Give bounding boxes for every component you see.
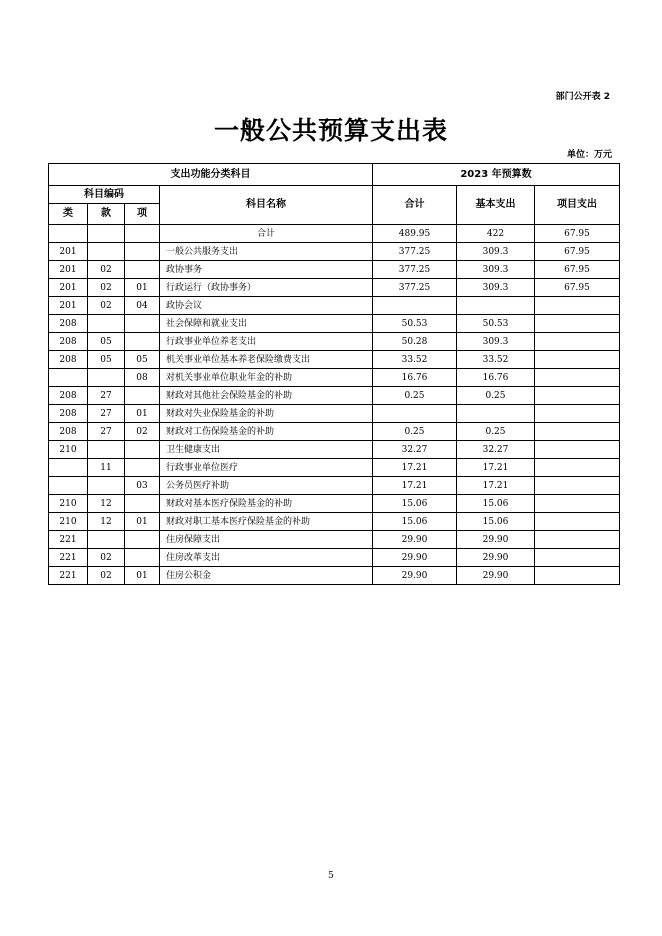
cell-xiang: 04 [125,297,160,315]
table-row [49,261,620,279]
cell-xiang: 05 [125,351,160,369]
column-header-kuan: 款 [88,204,125,225]
cell-total: 32.27 [373,441,457,459]
cell-lei: 221 [49,549,88,567]
cell-total: 33.52 [373,351,457,369]
cell-kuan: 05 [88,333,125,351]
cell-lei: 208 [49,315,88,333]
cell-project [535,315,620,333]
cell-name: 财政对其他社会保险基金的补助 [160,387,373,405]
cell-lei [49,369,88,387]
cell-name: 卫生健康支出 [160,441,373,459]
cell-xiang [125,387,160,405]
cell-project [535,351,620,369]
cell-kuan: 27 [88,423,125,441]
cell-project [535,441,620,459]
cell-name: 合计 [160,225,373,243]
cell-name: 财政对工伤保险基金的补助 [160,423,373,441]
cell-lei [49,225,88,243]
cell-basic: 50.53 [457,315,535,333]
cell-lei: 221 [49,567,88,585]
cell-project [535,459,620,477]
cell-xiang [125,261,160,279]
table-row [49,567,620,585]
cell-total: 29.90 [373,531,457,549]
cell-xiang [125,315,160,333]
cell-lei: 208 [49,423,88,441]
cell-xiang: 01 [125,567,160,585]
table-row [49,459,620,477]
cell-project: 67.95 [535,261,620,279]
cell-total: 15.06 [373,495,457,513]
table-row [49,441,620,459]
cell-xiang: 01 [125,405,160,423]
cell-basic: 422 [457,225,535,243]
cell-total: 0.25 [373,423,457,441]
cell-kuan [88,531,125,549]
table-row [49,423,620,441]
table-row [49,387,620,405]
cell-total: 50.28 [373,333,457,351]
table-row [49,315,620,333]
cell-name: 住房公积金 [160,567,373,585]
cell-name: 行政事业单位养老支出 [160,333,373,351]
cell-basic: 0.25 [457,423,535,441]
cell-total: 15.06 [373,513,457,531]
budget-table [48,163,620,585]
cell-lei: 208 [49,351,88,369]
cell-total: 29.90 [373,549,457,567]
table-row [49,225,620,243]
cell-name: 住房保障支出 [160,531,373,549]
cell-xiang: 01 [125,279,160,297]
cell-total: 377.25 [373,243,457,261]
cell-lei: 210 [49,441,88,459]
cell-basic: 15.06 [457,495,535,513]
cell-project [535,549,620,567]
cell-project [535,369,620,387]
cell-name: 政协会议 [160,297,373,315]
cell-name: 一般公共服务支出 [160,243,373,261]
cell-kuan: 27 [88,405,125,423]
cell-kuan [88,243,125,261]
table-row [49,405,620,423]
table-row [49,513,620,531]
table-row [49,333,620,351]
cell-xiang: 08 [125,369,160,387]
column-header-basic: 基本支出 [457,186,535,225]
cell-kuan: 05 [88,351,125,369]
cell-kuan [88,315,125,333]
cell-xiang [125,243,160,261]
table-tag: 部门公开表 2 [555,92,610,102]
cell-basic [457,297,535,315]
cell-name: 行政事业单位医疗 [160,459,373,477]
cell-xiang [125,549,160,567]
cell-kuan: 12 [88,495,125,513]
cell-name: 财政对职工基本医疗保险基金的补助 [160,513,373,531]
group-header-budget: 2023 年预算数 [373,164,620,186]
table-row [49,243,620,261]
cell-basic: 309.3 [457,279,535,297]
cell-xiang [125,441,160,459]
cell-total [373,297,457,315]
cell-kuan: 11 [88,459,125,477]
column-header-project: 项目支出 [535,186,620,225]
cell-project: 67.95 [535,279,620,297]
cell-xiang [125,225,160,243]
cell-xiang: 01 [125,513,160,531]
cell-lei: 208 [49,387,88,405]
cell-project: 67.95 [535,225,620,243]
cell-total: 50.53 [373,315,457,333]
cell-project [535,423,620,441]
column-header-xiang: 项 [125,204,160,225]
cell-basic: 309.3 [457,261,535,279]
code-group-header: 科目编码 [49,186,160,204]
cell-kuan [88,225,125,243]
cell-basic: 309.3 [457,333,535,351]
cell-kuan [88,477,125,495]
cell-lei: 201 [49,279,88,297]
cell-basic: 309.3 [457,243,535,261]
cell-project [535,405,620,423]
cell-xiang: 03 [125,477,160,495]
cell-basic: 0.25 [457,387,535,405]
cell-xiang [125,459,160,477]
cell-lei: 210 [49,495,88,513]
page-title: 一般公共预算支出表 [213,116,448,145]
unit-label: 单位：万元 [566,150,612,160]
table-body [49,225,620,585]
cell-kuan [88,369,125,387]
cell-lei: 210 [49,513,88,531]
cell-name: 财政对失业保险基金的补助 [160,405,373,423]
cell-lei: 208 [49,405,88,423]
cell-basic: 15.06 [457,513,535,531]
table-row [49,477,620,495]
cell-lei: 201 [49,297,88,315]
cell-project [535,495,620,513]
cell-project [535,333,620,351]
cell-lei: 208 [49,333,88,351]
cell-total: 29.90 [373,567,457,585]
cell-name: 公务员医疗补助 [160,477,373,495]
cell-xiang [125,495,160,513]
cell-project [535,477,620,495]
cell-project [535,513,620,531]
cell-project [535,297,620,315]
cell-lei: 201 [49,243,88,261]
column-header-name: 科目名称 [160,186,373,225]
cell-name: 对机关事业单位职业年金的补助 [160,369,373,387]
cell-project [535,531,620,549]
cell-project: 67.95 [535,243,620,261]
cell-kuan: 02 [88,279,125,297]
cell-basic: 17.21 [457,459,535,477]
cell-basic: 29.90 [457,549,535,567]
cell-kuan: 02 [88,549,125,567]
cell-name: 社会保障和就业支出 [160,315,373,333]
cell-lei [49,477,88,495]
cell-xiang [125,531,160,549]
cell-total: 489.95 [373,225,457,243]
cell-basic: 16.76 [457,369,535,387]
table-row [49,279,620,297]
cell-basic: 17.21 [457,477,535,495]
table-row [49,351,620,369]
cell-name: 住房改革支出 [160,549,373,567]
cell-total: 17.21 [373,459,457,477]
cell-total [373,405,457,423]
cell-basic: 29.90 [457,531,535,549]
cell-lei [49,459,88,477]
column-header-total: 合计 [373,186,457,225]
cell-total: 377.25 [373,279,457,297]
cell-basic [457,405,535,423]
cell-name: 行政运行（政协事务） [160,279,373,297]
cell-kuan: 02 [88,567,125,585]
cell-total: 16.76 [373,369,457,387]
table-row [49,297,620,315]
cell-kuan: 02 [88,261,125,279]
group-header-function: 支出功能分类科目 [49,164,373,186]
cell-project [535,567,620,585]
table-row [49,495,620,513]
column-header-lei: 类 [49,204,88,225]
cell-project [535,387,620,405]
cell-basic: 29.90 [457,567,535,585]
cell-kuan: 02 [88,297,125,315]
cell-name: 财政对基本医疗保险基金的补助 [160,495,373,513]
cell-total: 377.25 [373,261,457,279]
table-row [49,369,620,387]
page-number: 5 [328,871,334,881]
cell-basic: 32.27 [457,441,535,459]
cell-name: 机关事业单位基本养老保险缴费支出 [160,351,373,369]
cell-kuan [88,441,125,459]
cell-xiang: 02 [125,423,160,441]
cell-lei: 201 [49,261,88,279]
table-row [49,531,620,549]
cell-kuan: 27 [88,387,125,405]
cell-kuan: 12 [88,513,125,531]
cell-basic: 33.52 [457,351,535,369]
cell-lei: 221 [49,531,88,549]
table-row [49,549,620,567]
cell-name: 政协事务 [160,261,373,279]
cell-total: 17.21 [373,477,457,495]
cell-xiang [125,333,160,351]
cell-total: 0.25 [373,387,457,405]
